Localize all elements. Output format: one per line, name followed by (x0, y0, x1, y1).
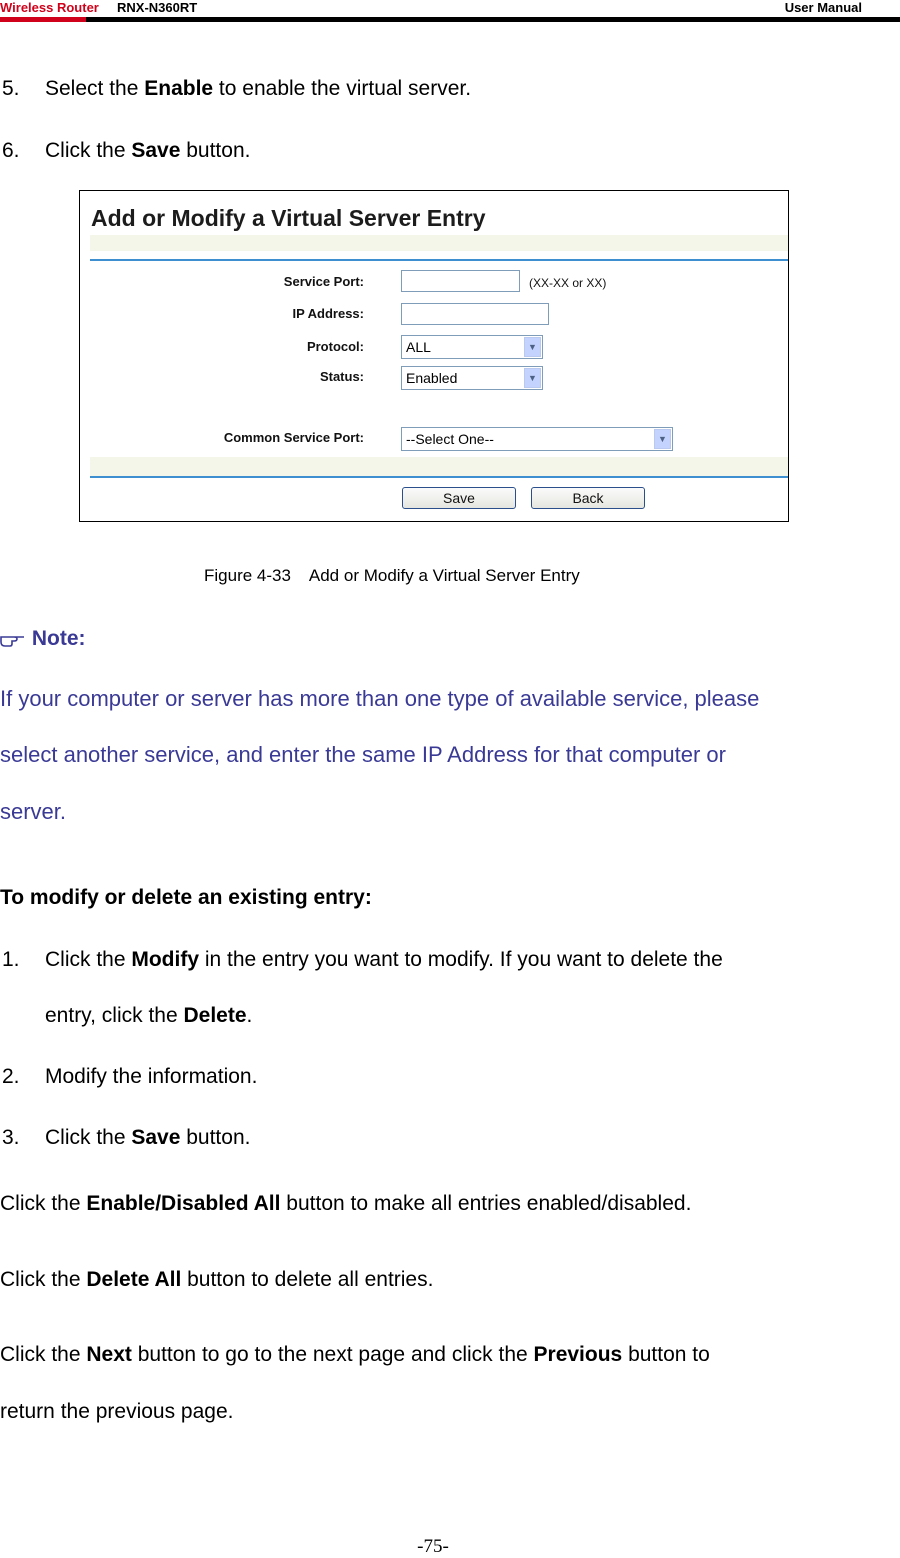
header-rule-black (86, 17, 900, 22)
footer-band (90, 457, 788, 477)
chevron-down-icon: ▼ (524, 337, 541, 357)
step-number: 3. (2, 1126, 20, 1149)
note-line-1: If your computer or server has more than one type of available service, please (0, 686, 760, 711)
header-model: RNX-N360RT (117, 0, 198, 15)
title-band (90, 235, 788, 251)
common-service-port-select[interactable] (401, 427, 673, 451)
note-heading (0, 627, 86, 651)
header-rule-red (0, 17, 86, 22)
form-title: Add or Modify a Virtual Server Entry (91, 205, 486, 231)
modify-step-3: Click the Save button. (45, 1126, 251, 1149)
figure-caption: Figure 4-33 Add or Modify a Virtual Server Entry (204, 566, 580, 585)
modify-step-1-cont: entry, click the Delete. (45, 1004, 253, 1027)
paragraph-enable-all: Click the Enable/Disabled All button to make all entries enabled/disabled. (0, 1192, 692, 1215)
back-button[interactable]: Back (531, 487, 645, 509)
step-number: 1. (2, 948, 20, 971)
virtual-server-form-figure (79, 190, 789, 522)
note-line-3: server. (0, 799, 67, 824)
modify-step-1: Click the Modify in the entry you want to modify. If you want to delete the (45, 948, 723, 971)
page-header (0, 0, 900, 24)
status-value: Enabled (406, 370, 458, 386)
header-doc-type: User Manual (784, 0, 862, 15)
header-product: Wireless Router (0, 0, 99, 15)
common-service-value: --Select One-- (406, 431, 494, 447)
protocol-value: ALL (406, 339, 431, 355)
service-port-label: Service Port: (283, 274, 364, 289)
service-port-hint: (XX-XX or XX) (529, 276, 607, 290)
modify-heading: To modify or delete an existing entry: (0, 886, 372, 909)
protocol-label: Protocol: (306, 339, 364, 354)
step-number: 6. (2, 139, 20, 162)
status-label: Status: (319, 369, 364, 384)
save-button[interactable]: Save (402, 487, 516, 509)
service-port-input[interactable] (401, 270, 520, 292)
chevron-down-icon: ▼ (524, 368, 541, 388)
pointing-hand-icon (0, 631, 26, 647)
protocol-select[interactable] (401, 335, 543, 359)
step-number: 5. (2, 77, 20, 100)
step-5: Select the Enable to enable the virtual server. (45, 77, 472, 100)
status-select[interactable] (401, 366, 543, 390)
ip-address-input[interactable] (401, 303, 549, 325)
paragraph-delete-all: Click the Delete All button to delete all entries. (0, 1268, 434, 1291)
step-6: Click the Save button. (45, 139, 251, 162)
chevron-down-icon: ▼ (654, 429, 671, 449)
modify-step-2: Modify the information. (45, 1065, 258, 1088)
step-number: 2. (2, 1065, 20, 1088)
note-label: Note: (31, 627, 86, 650)
ip-address-label: IP Address: (292, 306, 364, 321)
divider-top (90, 259, 788, 261)
paragraph-next-previous-cont: return the previous page. (0, 1400, 234, 1423)
common-service-port-label: Common Service Port: (223, 430, 364, 445)
note-line-2: select another service, and enter the same IP Address for that computer or (0, 742, 726, 767)
paragraph-next-previous: Click the Next button to go to the next page and click the Previous button to (0, 1343, 710, 1366)
page-number: -75- (417, 1536, 449, 1557)
divider-bottom (90, 476, 788, 478)
